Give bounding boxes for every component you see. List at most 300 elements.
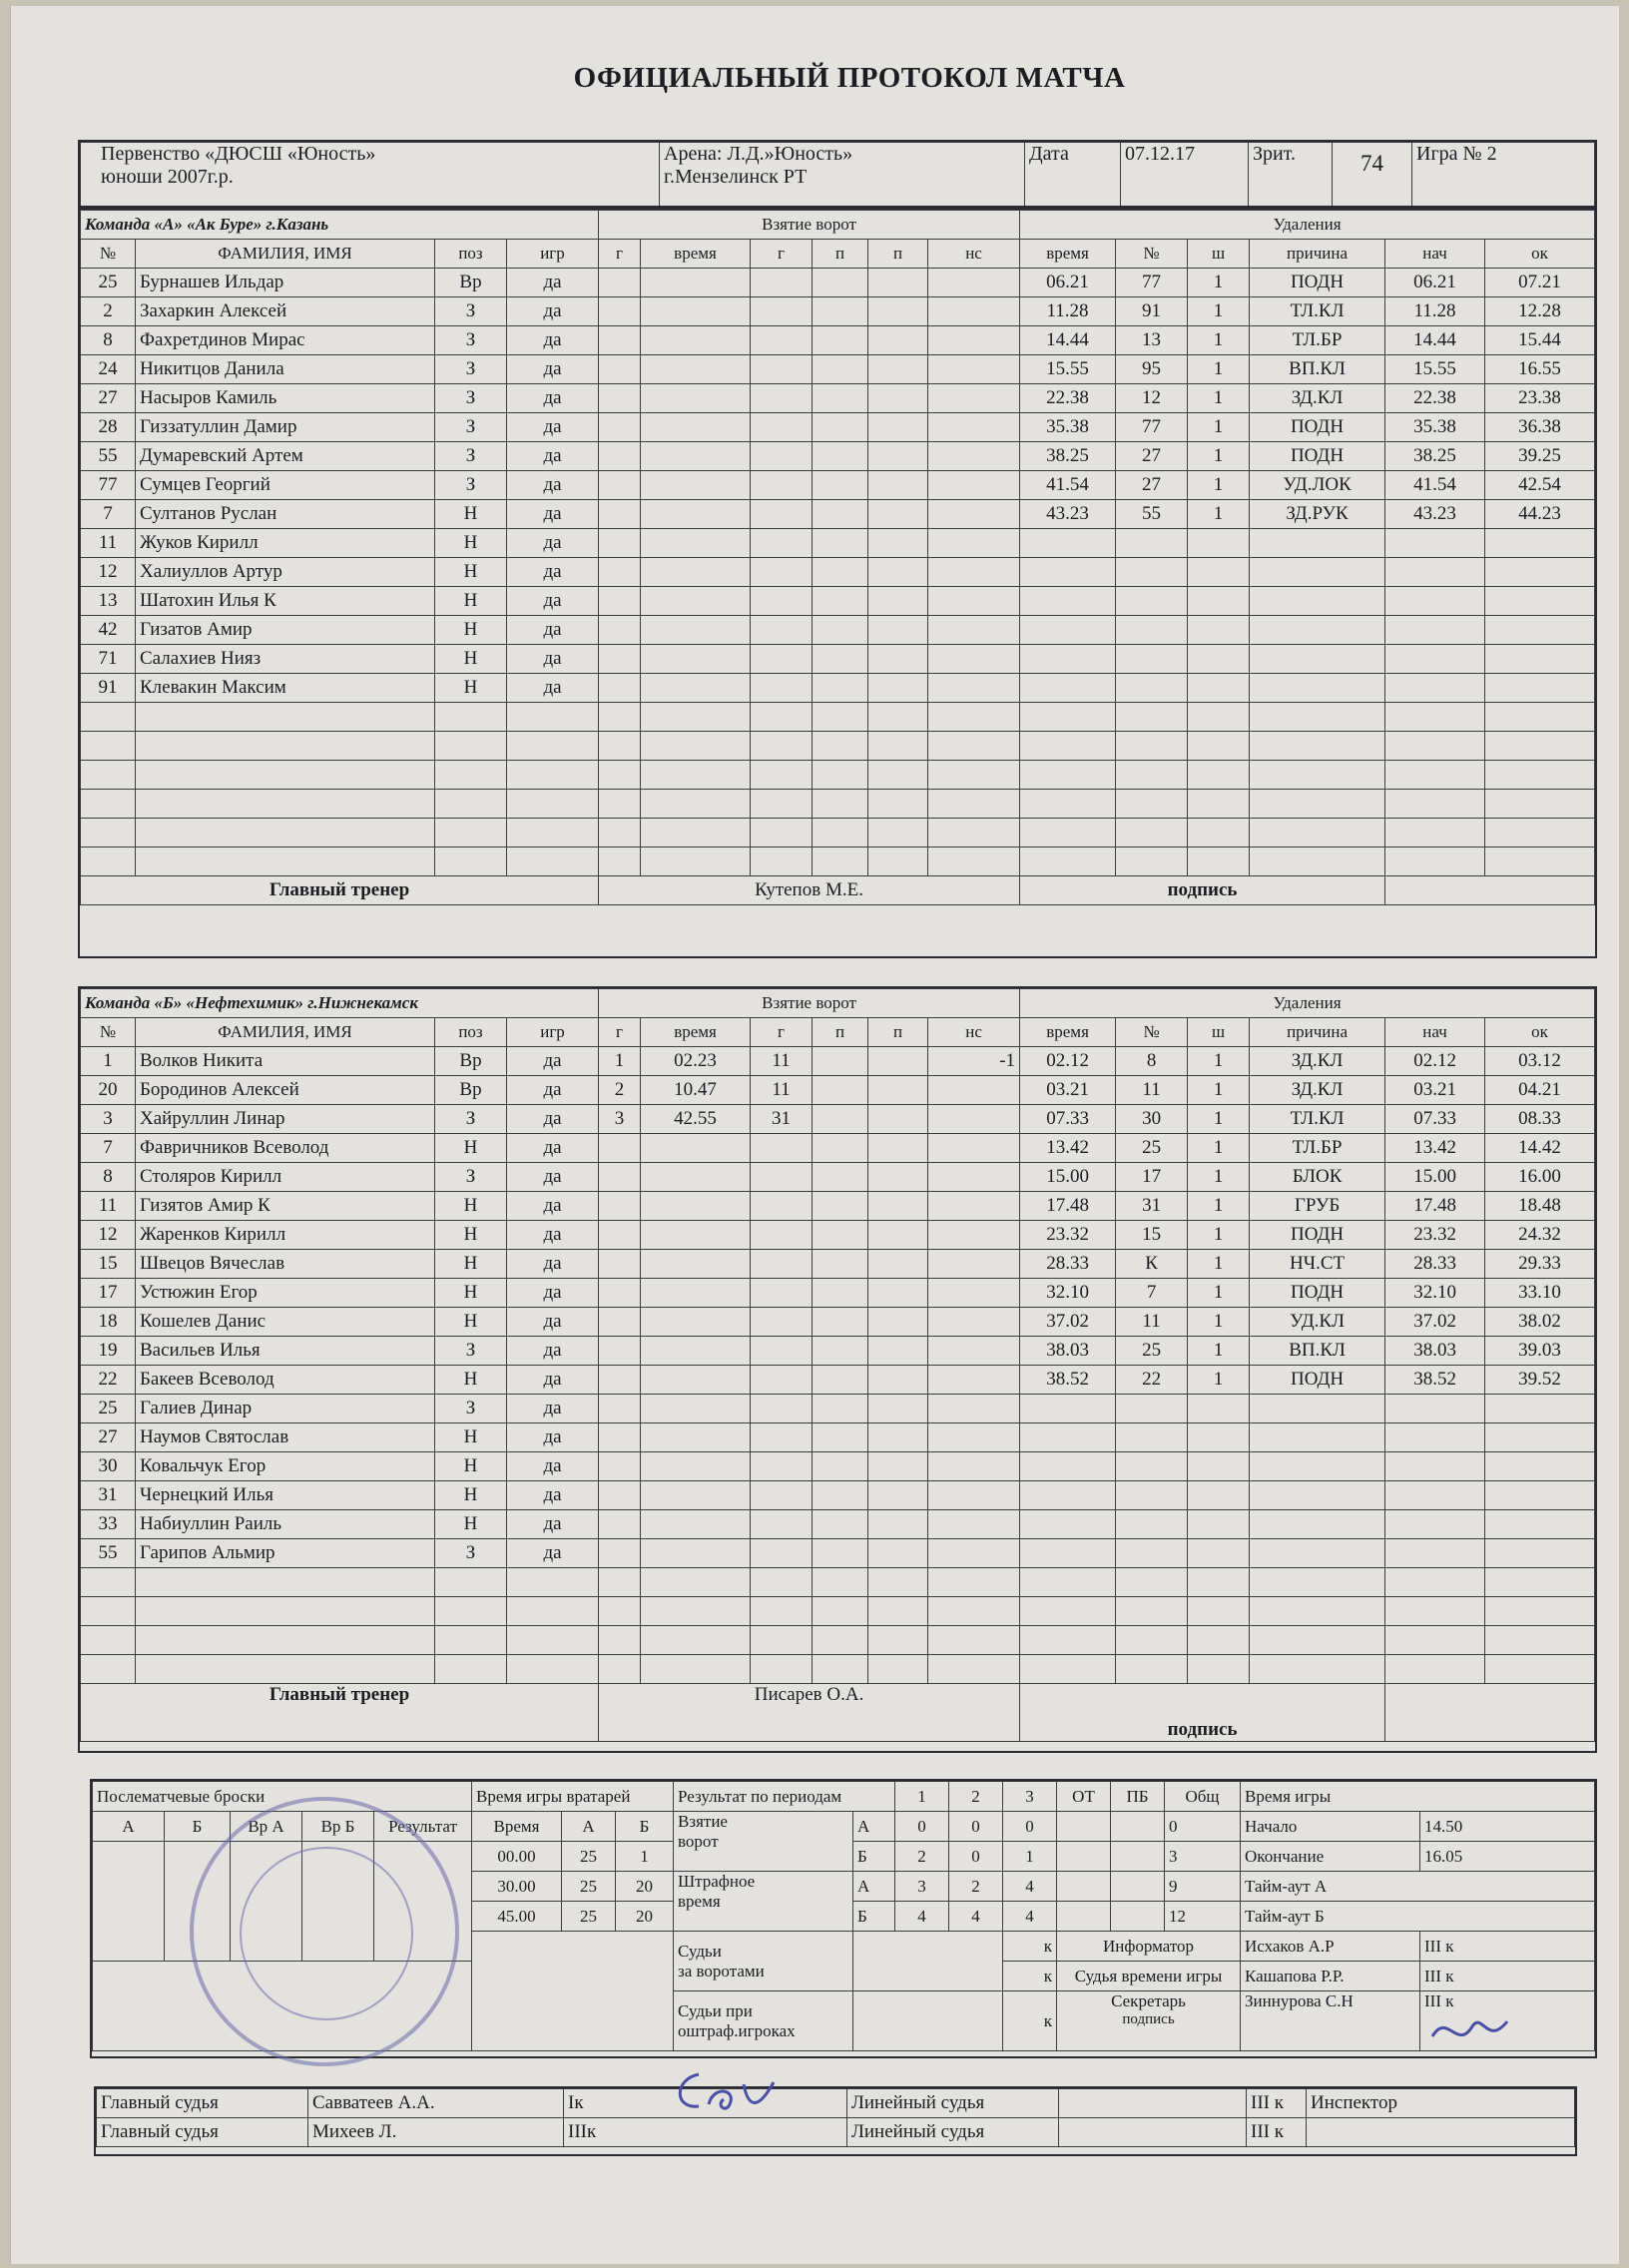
table-row xyxy=(81,1308,1595,1337)
player-position xyxy=(435,703,507,732)
penalty-minutes xyxy=(1188,1655,1250,1684)
penalty-start: 41.54 xyxy=(1385,471,1485,500)
goal-number xyxy=(599,587,641,616)
table-row xyxy=(81,1105,1595,1134)
player-name: Султанов Руслан xyxy=(136,500,435,529)
penalty-reason xyxy=(1250,1510,1385,1539)
penalty-reason: ПОДН xyxy=(1250,1221,1385,1250)
penalty-minutes xyxy=(1188,819,1250,848)
goal-time xyxy=(641,500,751,529)
col-played: игр xyxy=(507,1018,599,1047)
penalty-time: 37.02 xyxy=(1020,1308,1116,1337)
team-b-coach-name: Писарев О.А. xyxy=(599,1684,1020,1742)
penalty-end xyxy=(1485,1626,1595,1655)
goal-status xyxy=(928,1366,1020,1395)
player-number: 11 xyxy=(81,1192,136,1221)
penalty-time: 23.32 xyxy=(1020,1221,1116,1250)
team-a-signature xyxy=(1385,876,1595,905)
penalty-reason xyxy=(1250,1626,1385,1655)
goal-number: 1 xyxy=(599,1047,641,1076)
penalty-start xyxy=(1385,848,1485,876)
penalty-start: 38.25 xyxy=(1385,442,1485,471)
goal-number xyxy=(599,848,641,876)
head-referee-2-rank: IIIк xyxy=(564,2118,847,2147)
goal-number: 2 xyxy=(599,1076,641,1105)
player-number: 28 xyxy=(81,413,136,442)
penalty-player xyxy=(1116,529,1188,558)
goal-number xyxy=(599,1337,641,1366)
penalty-minutes: 1 xyxy=(1188,1308,1250,1337)
player-played: да xyxy=(507,1337,599,1366)
player-position xyxy=(435,1568,507,1597)
goal-status xyxy=(928,413,1020,442)
secretary-signature xyxy=(1427,2006,1517,2056)
gk-col-b: Б xyxy=(616,1812,674,1842)
penalty-end: 39.25 xyxy=(1485,442,1595,471)
player-played: да xyxy=(507,1366,599,1395)
goal-judges-1: Судьи xyxy=(678,1941,722,1961)
goal-assist-2 xyxy=(868,1163,928,1192)
goals-a-p1: 0 xyxy=(895,1812,949,1842)
col-name: ФАМИЛИЯ, ИМЯ xyxy=(136,240,435,269)
player-played: да xyxy=(507,1395,599,1423)
penalty-end: 15.44 xyxy=(1485,326,1595,355)
penalty-reason: ЗД.КЛ xyxy=(1250,1047,1385,1076)
penalty-end: 16.00 xyxy=(1485,1163,1595,1192)
penalty-minutes xyxy=(1188,558,1250,587)
goal-scorer xyxy=(751,761,813,790)
goal-time xyxy=(641,819,751,848)
player-position xyxy=(435,848,507,876)
player-number: 91 xyxy=(81,674,136,703)
penalty-end xyxy=(1485,732,1595,761)
goal-assist-2 xyxy=(868,645,928,674)
penalty-reason xyxy=(1250,558,1385,587)
penalty-start xyxy=(1385,1655,1485,1684)
timekeeper-rank: III к xyxy=(1420,1962,1595,1991)
goal-status xyxy=(928,1597,1020,1626)
player-position: Н xyxy=(435,1192,507,1221)
goal-assist-2 xyxy=(868,1221,928,1250)
penalty-minutes: 1 xyxy=(1188,1163,1250,1192)
penalty-time: 06.21 xyxy=(1020,269,1116,297)
pim-a-so xyxy=(1111,1872,1165,1902)
goal-scorer xyxy=(751,819,813,848)
penalty-minutes xyxy=(1188,645,1250,674)
goal-assist-1 xyxy=(813,1076,868,1105)
penalty-player xyxy=(1116,732,1188,761)
table-row xyxy=(81,1655,1595,1684)
penalty-time: 15.00 xyxy=(1020,1163,1116,1192)
goal-assist-2 xyxy=(868,1510,928,1539)
goal-scorer xyxy=(751,1568,813,1597)
goal-assist-2 xyxy=(868,500,928,529)
goal-scorer xyxy=(751,1250,813,1279)
goal-number xyxy=(599,297,641,326)
player-number: 19 xyxy=(81,1337,136,1366)
player-played: да xyxy=(507,1279,599,1308)
col-pen-end: ок xyxy=(1485,1018,1595,1047)
player-played: да xyxy=(507,587,599,616)
penalty-time: 02.12 xyxy=(1020,1047,1116,1076)
date-label: Дата xyxy=(1025,143,1121,207)
goal-status xyxy=(928,297,1020,326)
linesman-2-label: Линейный судья xyxy=(847,2118,1059,2147)
col-goal-scorer: г xyxy=(751,1018,813,1047)
goal-number xyxy=(599,1250,641,1279)
penalty-reason xyxy=(1250,1597,1385,1626)
penalty-end: 44.23 xyxy=(1485,500,1595,529)
table-row xyxy=(81,587,1595,616)
penalty-end: 36.38 xyxy=(1485,413,1595,442)
penalty-time xyxy=(1020,587,1116,616)
penalty-end xyxy=(1485,645,1595,674)
goal-scorer xyxy=(751,732,813,761)
penalty-minutes: 1 xyxy=(1188,1250,1250,1279)
goal-assist-1 xyxy=(813,587,868,616)
col-assist-2: п xyxy=(868,1018,928,1047)
goal-status xyxy=(928,1395,1020,1423)
informator-label: Информатор xyxy=(1057,1932,1241,1962)
col-goal-status: нс xyxy=(928,240,1020,269)
goal-assist-2 xyxy=(868,790,928,819)
penalty-end xyxy=(1485,1655,1595,1684)
goal-time xyxy=(641,703,751,732)
goal-scorer xyxy=(751,297,813,326)
period-col-3: 3 xyxy=(1003,1782,1057,1812)
goal-scorer: 11 xyxy=(751,1076,813,1105)
goal-scorer xyxy=(751,1163,813,1192)
player-name: Гиззатуллин Дамир xyxy=(136,413,435,442)
penalty-reason xyxy=(1250,616,1385,645)
penalty-minutes: 1 xyxy=(1188,442,1250,471)
penalty-end: 24.32 xyxy=(1485,1221,1595,1250)
penalty-start xyxy=(1385,819,1485,848)
penalty-start xyxy=(1385,1626,1485,1655)
penalty-time xyxy=(1020,703,1116,732)
player-name: Клевакин Максим xyxy=(136,674,435,703)
goal-assist-2 xyxy=(868,1337,928,1366)
player-played: да xyxy=(507,1134,599,1163)
game-number: Игра № 2 xyxy=(1412,143,1595,207)
player-number xyxy=(81,732,136,761)
goal-time xyxy=(641,1452,751,1481)
penalty-end: 39.03 xyxy=(1485,1337,1595,1366)
player-name: Набиуллин Раиль xyxy=(136,1510,435,1539)
penalty-minutes: 1 xyxy=(1188,269,1250,297)
penalty-reason: УД.КЛ xyxy=(1250,1308,1385,1337)
gk-col-time: Время xyxy=(472,1812,562,1842)
pim-b-so xyxy=(1111,1902,1165,1932)
goal-status xyxy=(928,790,1020,819)
player-number xyxy=(81,1568,136,1597)
goal-time xyxy=(641,326,751,355)
penalty-time: 38.25 xyxy=(1020,442,1116,471)
penalty-start xyxy=(1385,761,1485,790)
penalty-time: 35.38 xyxy=(1020,413,1116,442)
pim-label-1: Штрафное xyxy=(678,1872,756,1891)
goal-assist-2 xyxy=(868,587,928,616)
goal-assist-2 xyxy=(868,1568,928,1597)
goal-time xyxy=(641,1655,751,1684)
goal-assist-2 xyxy=(868,1134,928,1163)
team-b-section xyxy=(78,986,1597,1753)
goal-status xyxy=(928,529,1020,558)
goals-a-ot xyxy=(1057,1812,1111,1842)
penalty-minutes: 1 xyxy=(1188,1192,1250,1221)
penalty-end: 07.21 xyxy=(1485,269,1595,297)
goal-status xyxy=(928,1568,1020,1597)
penalty-minutes xyxy=(1188,1568,1250,1597)
goal-time xyxy=(641,1221,751,1250)
head-referee-2-label: Главный судья xyxy=(97,2118,308,2147)
penalty-player xyxy=(1116,1395,1188,1423)
goal-scorer xyxy=(751,1597,813,1626)
penalty-time: 15.55 xyxy=(1020,355,1116,384)
penalty-reason: ВП.КЛ xyxy=(1250,355,1385,384)
penalty-start xyxy=(1385,1395,1485,1423)
goal-assist-2 xyxy=(868,413,928,442)
penalty-judges-1: Судьи при xyxy=(678,2000,753,2020)
goal-number xyxy=(599,269,641,297)
player-number: 12 xyxy=(81,558,136,587)
goal-scorer: 11 xyxy=(751,1047,813,1076)
gk-b-1: 1 xyxy=(616,1842,674,1872)
penalty-player xyxy=(1116,558,1188,587)
goal-assist-2 xyxy=(868,848,928,876)
player-position: Н xyxy=(435,674,507,703)
player-number: 7 xyxy=(81,500,136,529)
player-played xyxy=(507,848,599,876)
penalty-reason xyxy=(1250,732,1385,761)
linesman-1-label: Линейный судья xyxy=(847,2089,1059,2118)
goal-assist-2 xyxy=(868,761,928,790)
player-position: Вр xyxy=(435,1076,507,1105)
page-title: ОФИЦИАЛЬНЫЙ ПРОТОКОЛ МАТЧА xyxy=(573,62,1126,94)
pim-b-p1: 4 xyxy=(895,1902,949,1932)
goal-time xyxy=(641,1568,751,1597)
goal-time xyxy=(641,1337,751,1366)
penalty-reason xyxy=(1250,703,1385,732)
player-position: З xyxy=(435,297,507,326)
penalty-end: 12.28 xyxy=(1485,297,1595,326)
goal-status xyxy=(928,1452,1020,1481)
goal-time xyxy=(641,1481,751,1510)
penalty-end: 33.10 xyxy=(1485,1279,1595,1308)
col-num: № xyxy=(81,240,136,269)
player-played: да xyxy=(507,1308,599,1337)
penalty-minutes: 1 xyxy=(1188,1337,1250,1366)
goal-time xyxy=(641,1395,751,1423)
penalty-time: 03.21 xyxy=(1020,1076,1116,1105)
penalty-time xyxy=(1020,645,1116,674)
player-position: З xyxy=(435,355,507,384)
goal-status xyxy=(928,1134,1020,1163)
player-position: Н xyxy=(435,1134,507,1163)
goal-number xyxy=(599,558,641,587)
penalty-end xyxy=(1485,1539,1595,1568)
goal-scorer: 31 xyxy=(751,1105,813,1134)
penalty-start: 02.12 xyxy=(1385,1047,1485,1076)
penalty-player: 13 xyxy=(1116,326,1188,355)
player-number: 13 xyxy=(81,587,136,616)
penalty-time xyxy=(1020,529,1116,558)
penalty-player xyxy=(1116,587,1188,616)
goal-number xyxy=(599,674,641,703)
player-position: З xyxy=(435,1395,507,1423)
timeout-b-label: Тайм-аут Б xyxy=(1241,1902,1595,1932)
penalty-minutes: 1 xyxy=(1188,471,1250,500)
player-position: Н xyxy=(435,616,507,645)
goal-time xyxy=(641,413,751,442)
goal-time xyxy=(641,645,751,674)
goal-status xyxy=(928,732,1020,761)
pim-a-total: 9 xyxy=(1165,1872,1241,1902)
player-name: Васильев Илья xyxy=(136,1337,435,1366)
col-played: игр xyxy=(507,240,599,269)
goal-status xyxy=(928,355,1020,384)
arena-line2: г.Мензелинск РТ xyxy=(664,166,808,188)
penalty-start: 03.21 xyxy=(1385,1076,1485,1105)
goal-time: 10.47 xyxy=(641,1076,751,1105)
penalty-end xyxy=(1485,674,1595,703)
penalty-end: 38.02 xyxy=(1485,1308,1595,1337)
inspector-label: Инспектор xyxy=(1307,2089,1575,2118)
goal-assist-2 xyxy=(868,1047,928,1076)
col-pen-time: время xyxy=(1020,1018,1116,1047)
goal-time xyxy=(641,1163,751,1192)
player-number xyxy=(81,790,136,819)
penalty-player xyxy=(1116,1568,1188,1597)
penalty-start xyxy=(1385,1568,1485,1597)
player-number: 27 xyxy=(81,1423,136,1452)
head-referee-1-rank: Iк xyxy=(564,2089,847,2118)
penalty-time: 13.42 xyxy=(1020,1134,1116,1163)
player-number: 12 xyxy=(81,1221,136,1250)
goal-number xyxy=(599,645,641,674)
penalty-reason xyxy=(1250,1655,1385,1684)
inspector-name xyxy=(1307,2118,1575,2147)
penalty-reason xyxy=(1250,1568,1385,1597)
goals-b-so xyxy=(1111,1842,1165,1872)
penalty-end: 23.38 xyxy=(1485,384,1595,413)
penalty-start: 15.55 xyxy=(1385,355,1485,384)
penalty-time: 14.44 xyxy=(1020,326,1116,355)
goals-a-p2: 0 xyxy=(949,1812,1003,1842)
gk-time-1: 00.00 xyxy=(472,1842,562,1872)
penalty-start: 15.00 xyxy=(1385,1163,1485,1192)
goal-assist-1 xyxy=(813,1568,868,1597)
player-number: 55 xyxy=(81,442,136,471)
player-name: Кошелев Данис xyxy=(136,1308,435,1337)
goal-scorer xyxy=(751,1510,813,1539)
goal-status xyxy=(928,1105,1020,1134)
penalty-start xyxy=(1385,587,1485,616)
penalty-time: 17.48 xyxy=(1020,1192,1116,1221)
goal-time xyxy=(641,442,751,471)
goal-scorer xyxy=(751,1192,813,1221)
secretary-rank: III к xyxy=(1420,1991,1595,2051)
player-played: да xyxy=(507,645,599,674)
penalty-player xyxy=(1116,1423,1188,1452)
goal-scorer xyxy=(751,1279,813,1308)
goal-status xyxy=(928,1250,1020,1279)
player-name xyxy=(136,1597,435,1626)
col-pen-num: № xyxy=(1116,240,1188,269)
penalty-reason xyxy=(1250,1423,1385,1452)
goal-assist-1 xyxy=(813,1452,868,1481)
goal-status: -1 xyxy=(928,1047,1020,1076)
penalty-time xyxy=(1020,1395,1116,1423)
penalty-time xyxy=(1020,819,1116,848)
player-name: Волков Никита xyxy=(136,1047,435,1076)
penalty-judges-label xyxy=(674,1991,853,2051)
player-number: 27 xyxy=(81,384,136,413)
player-number: 22 xyxy=(81,1366,136,1395)
penalty-reason xyxy=(1250,1481,1385,1510)
player-position: Н xyxy=(435,1452,507,1481)
col-goal-status: нс xyxy=(928,1018,1020,1047)
team-b-signature-label: подпись xyxy=(1020,1684,1385,1742)
col-goal-num: г xyxy=(599,1018,641,1047)
penalty-minutes xyxy=(1188,674,1250,703)
head-referee-1-name: Савватеев А.А. xyxy=(308,2089,564,2118)
player-number: 17 xyxy=(81,1279,136,1308)
gk-col-a: А xyxy=(562,1812,616,1842)
player-name: Салахиев Нияз xyxy=(136,645,435,674)
gk-empty xyxy=(472,1932,674,2051)
goal-scorer xyxy=(751,674,813,703)
penalty-player xyxy=(1116,616,1188,645)
player-played: да xyxy=(507,674,599,703)
goal-number xyxy=(599,355,641,384)
player-name: Ковальчук Егор xyxy=(136,1452,435,1481)
goal-assist-1 xyxy=(813,616,868,645)
penalty-player xyxy=(1116,1452,1188,1481)
penalty-reason: ЗД.РУК xyxy=(1250,500,1385,529)
team-a-roster xyxy=(81,269,1595,876)
table-row xyxy=(81,1047,1595,1076)
goal-assist-2 xyxy=(868,1250,928,1279)
penalty-time: 22.38 xyxy=(1020,384,1116,413)
penalty-end xyxy=(1485,1510,1595,1539)
goals-a-total: 0 xyxy=(1165,1812,1241,1842)
table-row xyxy=(81,616,1595,645)
col-pen-min: ш xyxy=(1188,1018,1250,1047)
table-row xyxy=(81,558,1595,587)
penalty-player xyxy=(1116,761,1188,790)
table-row xyxy=(81,1250,1595,1279)
goal-judge-2-rank: к xyxy=(1003,1962,1057,1991)
goal-assist-1 xyxy=(813,1163,868,1192)
goal-assist-1 xyxy=(813,384,868,413)
goal-scorer xyxy=(751,1134,813,1163)
goal-time xyxy=(641,1192,751,1221)
shootout-col-b: Б xyxy=(165,1812,231,1842)
school-stamp xyxy=(190,1797,459,2066)
goal-number xyxy=(599,616,641,645)
goal-assist-2 xyxy=(868,674,928,703)
penalty-player: 15 xyxy=(1116,1221,1188,1250)
player-name: Бородинов Алексей xyxy=(136,1076,435,1105)
penalty-start xyxy=(1385,1597,1485,1626)
goal-scorer xyxy=(751,1626,813,1655)
penalty-time xyxy=(1020,1597,1116,1626)
goal-status xyxy=(928,1076,1020,1105)
goal-number xyxy=(599,1423,641,1452)
goal-scorer xyxy=(751,1308,813,1337)
player-position xyxy=(435,1626,507,1655)
